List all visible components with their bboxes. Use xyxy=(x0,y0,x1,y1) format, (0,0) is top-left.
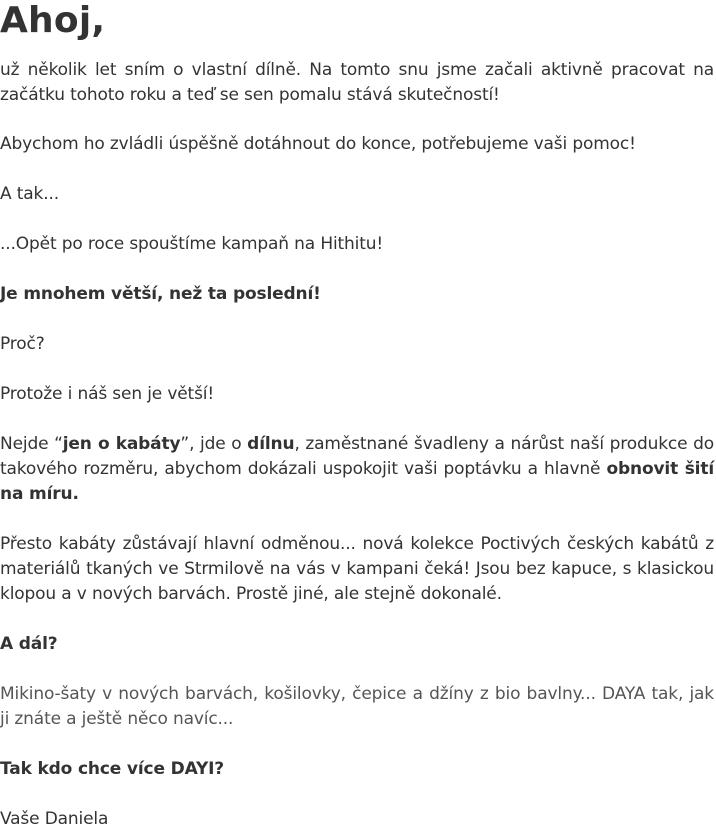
help-paragraph: Abychom ho zvládli úspěšně dotáhnout do konce, potřebujeme vaši pomoc! xyxy=(0,134,636,154)
so-paragraph: A tak... xyxy=(0,184,59,204)
signature: Vaše Daniela xyxy=(0,809,109,829)
why-paragraph: Proč? xyxy=(0,334,45,354)
campaign-paragraph: ...Opět po roce spouštíme kampaň na Hithitu! xyxy=(0,234,384,254)
workshop-text-1: Nejde “ xyxy=(0,434,63,454)
greeting-heading: Ahoj, xyxy=(0,0,106,41)
workshop-bold-coats: jen o kabáty xyxy=(62,434,181,454)
because-paragraph: Protože i náš sen je větší! xyxy=(0,384,215,404)
coats-paragraph: Přesto kabáty zůstávají hlavní odměnou... nová kolekce Poctivých českých kabátů z materiálů tkaných ve Strmilově na vás v kampani čeká! Jsou bez kapuce, s klasickou klopou a v nových barvách. Prostě jiné, ale stejně dokonalé. xyxy=(0,534,714,604)
bigger-heading: Je mnohem větší, než ta poslední! xyxy=(0,284,321,304)
intro-paragraph: už několik let sním o vlastní dílně. Na tomto snu jsme začali aktivně pracovat na začátku tohoto roku a teď se sen pomalu stává skutečností! xyxy=(0,60,714,105)
and-more-heading: A dál? xyxy=(0,634,58,654)
workshop-text-2: ”, jde o xyxy=(180,434,248,454)
workshop-text-3: , zaměstnané švadleny a nárůst naší produkce do takového rozměru, abychom dokázali uspokojit vaši poptávku a hlavně xyxy=(0,434,714,479)
workshop-paragraph xyxy=(0,432,714,507)
who-wants-heading: Tak kdo chce více DAYI? xyxy=(0,759,224,779)
products-paragraph: Mikino-šaty v nových barvách, košilovky, čepice a džíny z bio bavlny... DAYA tak, jak ji znáte a ještě něco navíc... xyxy=(0,684,714,729)
workshop-bold-tailoring: obnovit šití na míru. xyxy=(0,459,714,504)
workshop-bold-workshop: dílnu xyxy=(247,434,295,454)
